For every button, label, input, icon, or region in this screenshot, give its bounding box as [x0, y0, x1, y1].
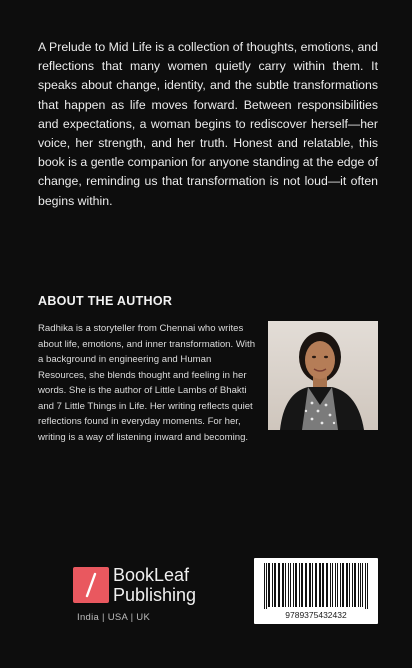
isbn-number: 9789375432432 [285, 610, 347, 620]
barcode-icon [262, 563, 370, 609]
book-blurb: A Prelude to Mid Life is a collection of thoughts, emotions, and reflections that many women quietly carry within them. It speaks about change, identity, and the subtle transformations that happen as life moves forward. Between responsibilities and expectations, a woman begins to rediscover herself—her voice, her strength, and her truth. Honest and relatable, this book is a gentle companion for anyone standing at the edge of change, reminding us that transformation is not loud—it often begins within. [38, 40, 378, 208]
publisher-name-line2: Publishing [113, 585, 197, 605]
bookleaf-logo-icon [73, 567, 109, 603]
about-author-heading: ABOUT THE AUTHOR [38, 294, 173, 308]
author-bio: Radhika is a storyteller from Chennai who writes about life, emotions, and inner transformation. With a background in engineering and Human Resources, she blends thought and feeling in her words. She is the author of Little Lambs of Bhakti and 7 Little Things in Life. Her writing reflects quiet reflections found in everyday moments. For her, writing is a way of listening inward and becoming. [38, 323, 256, 443]
isbn-barcode [254, 558, 378, 624]
publisher-countries: India | USA | UK [77, 612, 151, 623]
author-photo [268, 321, 378, 430]
publisher-name-line1: BookLeaf [113, 565, 190, 585]
